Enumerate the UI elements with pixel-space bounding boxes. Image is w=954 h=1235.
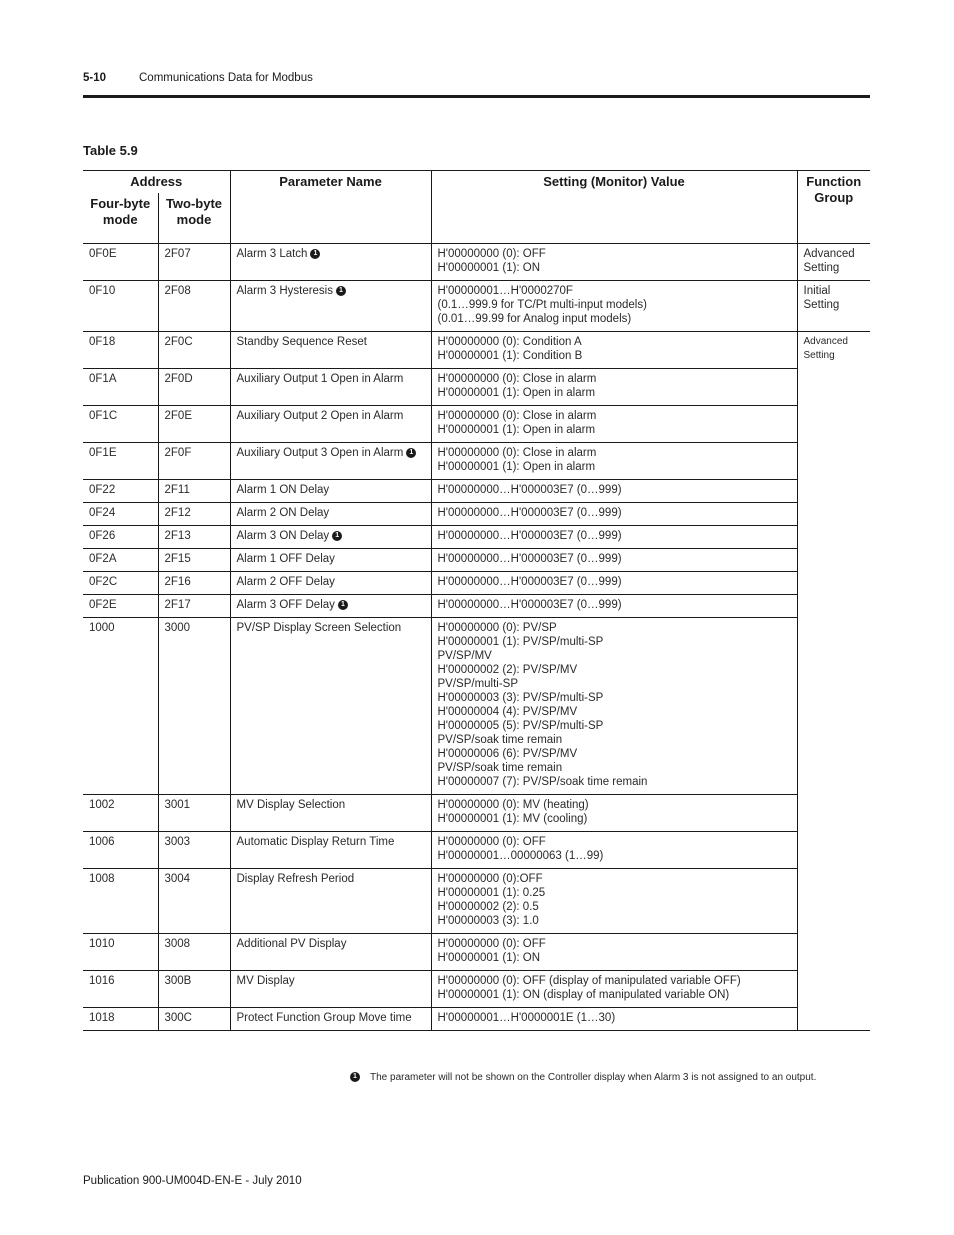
- footnote-marker-icon: 1: [338, 600, 348, 610]
- parameter-name-text: Alarm 3 Latch: [236, 248, 308, 260]
- modbus-parameter-table: [83, 170, 870, 1031]
- setting-value-line: H'00000000 (0): OFF (display of manipulated variable OFF): [437, 975, 741, 987]
- two-byte-address: 2F12: [158, 503, 230, 526]
- setting-value: [431, 244, 797, 281]
- two-byte-address: 3004: [158, 869, 230, 934]
- parameter-name: [230, 618, 431, 795]
- setting-value-line: H'00000000…H'000003E7 (0…999): [437, 530, 622, 542]
- two-byte-address: 2F0F: [158, 443, 230, 480]
- four-byte-address: 0F1E: [83, 443, 158, 480]
- table-row: [83, 572, 870, 595]
- setting-value-line: H'00000002 (2): 0.5: [437, 901, 539, 913]
- setting-value-line: H'00000000 (0): Condition A: [437, 336, 582, 348]
- publication-footer: Publication 900-UM004D-EN-E - July 2010: [83, 1175, 302, 1187]
- table-row: [83, 1008, 870, 1031]
- setting-value-line: H'00000000 (0): MV (heating): [437, 799, 589, 811]
- setting-value: [431, 480, 797, 503]
- four-byte-address: 1000: [83, 618, 158, 795]
- setting-value: [431, 971, 797, 1008]
- parameter-name-text: Alarm 3 ON Delay: [236, 530, 330, 542]
- parameter-name: [230, 443, 431, 480]
- footnote-text: The parameter will not be shown on the Controller display when Alarm 3 is not assigned to an output.: [370, 1072, 817, 1083]
- parameter-name-text: Auxiliary Output 1 Open in Alarm: [236, 373, 404, 385]
- two-byte-address: 2F0C: [158, 332, 230, 369]
- setting-value-line: H'00000000 (0): Close in alarm: [437, 373, 597, 385]
- two-byte-mode-header: Two-byte mode: [158, 193, 230, 244]
- parameter-name: [230, 572, 431, 595]
- setting-value-line: H'00000000…H'000003E7 (0…999): [437, 576, 622, 588]
- footnote-marker-icon: 1: [332, 531, 342, 541]
- setting-value-line: PV/SP/multi-SP: [437, 678, 519, 690]
- table-row: [83, 832, 870, 869]
- table-row: [83, 406, 870, 443]
- header-rule: [83, 95, 870, 98]
- parameter-name-text: Alarm 1 ON Delay: [236, 484, 330, 496]
- footnote-marker-icon: 1: [406, 448, 416, 458]
- setting-value-line: H'00000000 (0): Close in alarm: [437, 447, 597, 459]
- table-row: [83, 244, 870, 281]
- four-byte-mode-header: Four-byte mode: [83, 193, 158, 244]
- parameter-name: [230, 526, 431, 549]
- table-caption: Table 5.9: [83, 143, 138, 158]
- setting-value-line: H'00000001 (1): ON (display of manipulated variable ON): [437, 989, 730, 1001]
- parameter-name: [230, 795, 431, 832]
- four-byte-address: 1018: [83, 1008, 158, 1031]
- four-byte-address: 0F1C: [83, 406, 158, 443]
- setting-value-line: H'00000001 (1): Open in alarm: [437, 387, 596, 399]
- four-byte-address: 0F22: [83, 480, 158, 503]
- four-byte-address: 0F1A: [83, 369, 158, 406]
- two-byte-address: 3001: [158, 795, 230, 832]
- two-byte-address: 2F11: [158, 480, 230, 503]
- footnote: [350, 1072, 816, 1083]
- table-row: [83, 503, 870, 526]
- table-row: [83, 526, 870, 549]
- parameter-name-text: MV Display: [236, 975, 295, 987]
- setting-value-line: PV/SP/soak time remain: [437, 734, 563, 746]
- setting-value: [431, 406, 797, 443]
- parameter-name-text: Display Refresh Period: [236, 873, 355, 885]
- setting-value: [431, 332, 797, 369]
- setting-value-line: H'00000002 (2): PV/SP/MV: [437, 664, 578, 676]
- setting-value-line: H'00000000 (0): OFF: [437, 938, 546, 950]
- table-row: [83, 795, 870, 832]
- table-row: [83, 869, 870, 934]
- four-byte-address: 1010: [83, 934, 158, 971]
- parameter-name-text: Alarm 3 OFF Delay: [236, 599, 335, 611]
- parameter-name: [230, 480, 431, 503]
- parameter-name-text: Additional PV Display: [236, 938, 347, 950]
- two-byte-address: 2F0E: [158, 406, 230, 443]
- setting-value-line: H'00000001 (1): Open in alarm: [437, 424, 596, 436]
- setting-value-line: H'00000000 (0):OFF: [437, 873, 543, 885]
- setting-value-line: H'00000003 (3): 1.0: [437, 915, 539, 927]
- parameter-name: [230, 549, 431, 572]
- parameter-name-header: Parameter Name: [230, 171, 431, 244]
- four-byte-address: 1002: [83, 795, 158, 832]
- four-byte-address: 0F2C: [83, 572, 158, 595]
- parameter-name: [230, 244, 431, 281]
- setting-value-line: (0.1…999.9 for TC/Pt multi-input models): [437, 299, 647, 311]
- two-byte-address: 2F13: [158, 526, 230, 549]
- setting-value: [431, 503, 797, 526]
- setting-value-line: H'00000001 (1): ON: [437, 262, 541, 274]
- table-row: [83, 934, 870, 971]
- setting-value-line: H'00000006 (6): PV/SP/MV: [437, 748, 578, 760]
- two-byte-address: 3003: [158, 832, 230, 869]
- setting-value: [431, 618, 797, 795]
- table-row: [83, 281, 870, 332]
- two-byte-address: 2F16: [158, 572, 230, 595]
- four-byte-address: 0F18: [83, 332, 158, 369]
- setting-value-header: Setting (Monitor) Value: [431, 171, 797, 244]
- footnote-marker-icon: 1: [336, 286, 346, 296]
- setting-value-line: H'00000000 (0): Close in alarm: [437, 410, 597, 422]
- parameter-name-text: Automatic Display Return Time: [236, 836, 395, 848]
- two-byte-address: 2F17: [158, 595, 230, 618]
- parameter-name-text: Alarm 2 OFF Delay: [236, 576, 335, 588]
- parameter-name: [230, 281, 431, 332]
- table-row: [83, 595, 870, 618]
- footnote-marker-icon: 1: [350, 1072, 360, 1082]
- setting-value-line: PV/SP/MV: [437, 650, 492, 662]
- parameter-name: [230, 406, 431, 443]
- four-byte-address: 1016: [83, 971, 158, 1008]
- function-group: Initial Setting: [797, 281, 870, 332]
- four-byte-address: 1008: [83, 869, 158, 934]
- two-byte-address: 3000: [158, 618, 230, 795]
- parameter-name: [230, 934, 431, 971]
- setting-value: [431, 549, 797, 572]
- parameter-name-text: Alarm 3 Hysteresis: [236, 285, 333, 297]
- function-group: Advanced Setting: [797, 244, 870, 281]
- setting-value-line: H'00000005 (5): PV/SP/multi-SP: [437, 720, 604, 732]
- function-group-header: Function Group: [797, 171, 870, 244]
- setting-value: [431, 934, 797, 971]
- four-byte-address: 0F2A: [83, 549, 158, 572]
- setting-value-line: (0.01…99.99 for Analog input models): [437, 313, 632, 325]
- parameter-name: [230, 1008, 431, 1031]
- table-row: [83, 971, 870, 1008]
- setting-value-line: H'00000003 (3): PV/SP/multi-SP: [437, 692, 604, 704]
- setting-value-line: H'00000004 (4): PV/SP/MV: [437, 706, 578, 718]
- parameter-name-text: Protect Function Group Move time: [236, 1012, 412, 1024]
- setting-value: [431, 443, 797, 480]
- setting-value-line: H'00000007 (7): PV/SP/soak time remain: [437, 776, 648, 788]
- function-group: Advanced Setting: [797, 332, 870, 1031]
- setting-value-line: PV/SP/soak time remain: [437, 762, 563, 774]
- parameter-name-text: MV Display Selection: [236, 799, 346, 811]
- page-number: 5-10: [83, 72, 107, 84]
- setting-value-line: H'00000001…H'0000001E (1…30): [437, 1012, 616, 1024]
- two-byte-address: 2F0D: [158, 369, 230, 406]
- parameter-name: [230, 503, 431, 526]
- setting-value-line: H'00000001…H'0000270F: [437, 285, 573, 297]
- parameter-name-text: Standby Sequence Reset: [236, 336, 367, 348]
- two-byte-address: 300B: [158, 971, 230, 1008]
- setting-value-line: H'00000001 (1): MV (cooling): [437, 813, 588, 825]
- parameter-name-text: PV/SP Display Screen Selection: [236, 622, 402, 634]
- setting-value: [431, 281, 797, 332]
- table-row: [83, 618, 870, 795]
- four-byte-address: 0F0E: [83, 244, 158, 281]
- setting-value-line: H'00000001 (1): Open in alarm: [437, 461, 596, 473]
- parameter-name-text: Alarm 2 ON Delay: [236, 507, 330, 519]
- section-title: Communications Data for Modbus: [139, 72, 313, 84]
- address-header: Address: [83, 171, 230, 194]
- setting-value: [431, 526, 797, 549]
- setting-value: [431, 832, 797, 869]
- four-byte-address: 0F24: [83, 503, 158, 526]
- four-byte-address: 0F2E: [83, 595, 158, 618]
- two-byte-address: 300C: [158, 1008, 230, 1031]
- parameter-name: [230, 869, 431, 934]
- four-byte-address: 0F10: [83, 281, 158, 332]
- table-body: [83, 244, 870, 1031]
- parameter-name-text: Auxiliary Output 3 Open in Alarm: [236, 447, 404, 459]
- table-row: [83, 549, 870, 572]
- setting-value-line: H'00000001 (1): PV/SP/multi-SP: [437, 636, 604, 648]
- four-byte-address: 0F26: [83, 526, 158, 549]
- setting-value-line: H'00000000 (0): PV/SP: [437, 622, 557, 634]
- setting-value-line: H'00000001…00000063 (1…99): [437, 850, 604, 862]
- setting-value: [431, 869, 797, 934]
- setting-value-line: H'00000001 (1): Condition B: [437, 350, 583, 362]
- two-byte-address: 2F08: [158, 281, 230, 332]
- setting-value: [431, 1008, 797, 1031]
- page-header: [83, 72, 313, 84]
- parameter-name: [230, 832, 431, 869]
- parameter-name-text: Alarm 1 OFF Delay: [236, 553, 335, 565]
- table-row: [83, 369, 870, 406]
- setting-value: [431, 572, 797, 595]
- parameter-name: [230, 595, 431, 618]
- two-byte-address: 2F15: [158, 549, 230, 572]
- setting-value-line: H'00000001 (1): ON: [437, 952, 541, 964]
- setting-value: [431, 595, 797, 618]
- table-row: [83, 332, 870, 369]
- setting-value-line: H'00000000…H'000003E7 (0…999): [437, 507, 622, 519]
- setting-value: [431, 795, 797, 832]
- two-byte-address: 2F07: [158, 244, 230, 281]
- two-byte-address: 3008: [158, 934, 230, 971]
- setting-value-line: H'00000000 (0): OFF: [437, 248, 546, 260]
- setting-value-line: H'00000001 (1): 0.25: [437, 887, 546, 899]
- footnote-marker-icon: 1: [310, 249, 320, 259]
- setting-value-line: H'00000000 (0): OFF: [437, 836, 546, 848]
- setting-value-line: H'00000000…H'000003E7 (0…999): [437, 599, 622, 611]
- four-byte-address: 1006: [83, 832, 158, 869]
- table-row: [83, 480, 870, 503]
- table-row: [83, 443, 870, 480]
- parameter-name: [230, 369, 431, 406]
- parameter-name: [230, 332, 431, 369]
- setting-value-line: H'00000000…H'000003E7 (0…999): [437, 484, 622, 496]
- setting-value: [431, 369, 797, 406]
- parameter-name-text: Auxiliary Output 2 Open in Alarm: [236, 410, 404, 422]
- parameter-name: [230, 971, 431, 1008]
- setting-value-line: H'00000000…H'000003E7 (0…999): [437, 553, 622, 565]
